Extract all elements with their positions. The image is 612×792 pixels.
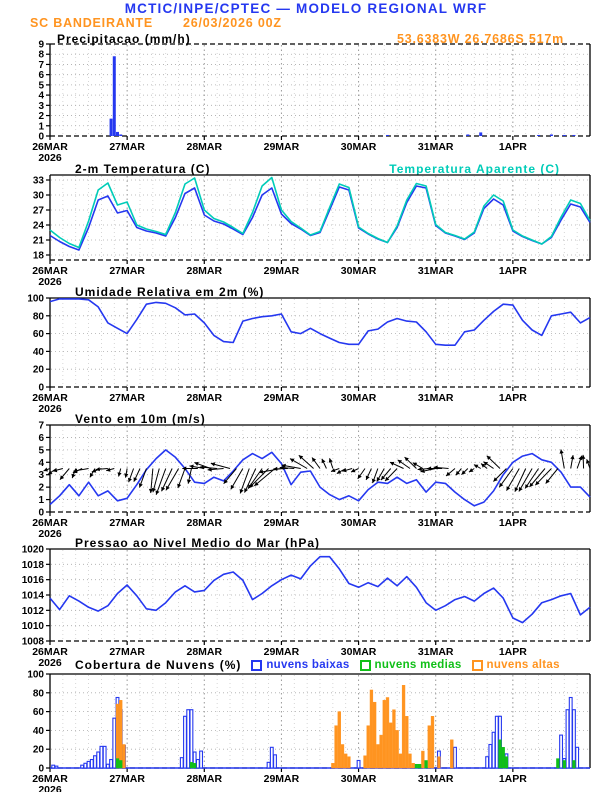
svg-text:30MAR: 30MAR xyxy=(340,517,377,529)
svg-text:26MAR: 26MAR xyxy=(32,646,68,658)
svg-text:7: 7 xyxy=(38,420,44,432)
svg-text:26MAR: 26MAR xyxy=(32,517,68,529)
svg-text:6: 6 xyxy=(38,432,44,444)
svg-text:29MAR: 29MAR xyxy=(263,392,300,404)
svg-text:2026: 2026 xyxy=(38,403,62,415)
svg-text:31MAR: 31MAR xyxy=(417,392,454,404)
svg-text:1008: 1008 xyxy=(21,636,44,648)
page-title: MCTIC/INPE/CPTEC — MODELO REGIONAL WRF xyxy=(124,1,488,16)
svg-text:18: 18 xyxy=(32,250,44,262)
svg-text:29MAR: 29MAR xyxy=(263,517,300,529)
panel-title-wind: Vento em 10m (m/s) xyxy=(75,412,206,426)
init-datetime-label: 26/03/2026 00Z xyxy=(183,16,282,30)
svg-text:31MAR: 31MAR xyxy=(417,141,454,153)
svg-text:30MAR: 30MAR xyxy=(340,646,377,658)
svg-text:3: 3 xyxy=(38,100,44,112)
svg-text:1010: 1010 xyxy=(21,621,44,633)
svg-text:2026: 2026 xyxy=(38,276,62,288)
svg-text:1APR: 1APR xyxy=(498,392,527,404)
svg-text:27MAR: 27MAR xyxy=(109,141,145,153)
legend-apparent-temperature: Temperatura Aparente (C) xyxy=(389,162,560,176)
svg-text:27MAR: 27MAR xyxy=(109,392,145,404)
svg-text:27MAR: 27MAR xyxy=(109,646,145,658)
location-label: 53.6383W 26.7686S 517m xyxy=(396,32,564,46)
svg-text:20: 20 xyxy=(32,744,44,756)
svg-text:27MAR: 27MAR xyxy=(109,265,145,277)
svg-text:27MAR: 27MAR xyxy=(109,517,145,529)
svg-text:28MAR: 28MAR xyxy=(186,265,223,277)
svg-text:28MAR: 28MAR xyxy=(186,773,223,785)
svg-text:80: 80 xyxy=(32,688,44,700)
panel-title-precipitation: Precipitacao (mm/h) xyxy=(57,32,191,46)
svg-text:8: 8 xyxy=(38,49,44,61)
svg-text:6: 6 xyxy=(38,70,44,82)
station-label: SC BANDEIRANTE xyxy=(30,16,154,30)
svg-text:60: 60 xyxy=(32,707,44,719)
panel-title-clouds: Cobertura de Nuvens (%) xyxy=(75,658,242,672)
svg-text:3: 3 xyxy=(38,470,44,482)
svg-text:4: 4 xyxy=(38,90,44,102)
svg-text:29MAR: 29MAR xyxy=(263,646,300,658)
svg-text:28MAR: 28MAR xyxy=(186,141,223,153)
svg-text:2026: 2026 xyxy=(38,528,62,540)
svg-text:40: 40 xyxy=(32,346,44,358)
svg-text:26MAR: 26MAR xyxy=(32,773,68,785)
svg-text:5: 5 xyxy=(38,80,44,92)
svg-text:1APR: 1APR xyxy=(498,141,527,153)
svg-text:1APR: 1APR xyxy=(498,265,527,277)
svg-text:31MAR: 31MAR xyxy=(417,517,454,529)
svg-text:31MAR: 31MAR xyxy=(417,265,454,277)
svg-text:29MAR: 29MAR xyxy=(263,141,300,153)
svg-text:1018: 1018 xyxy=(21,559,44,571)
svg-text:30MAR: 30MAR xyxy=(340,392,377,404)
svg-text:26MAR: 26MAR xyxy=(32,392,68,404)
svg-text:30MAR: 30MAR xyxy=(340,141,377,153)
svg-text:21: 21 xyxy=(32,235,44,247)
svg-text:1: 1 xyxy=(38,495,44,507)
legend-label-high-clouds: nuvens altas xyxy=(486,659,560,671)
svg-text:7: 7 xyxy=(38,59,44,71)
svg-text:28MAR: 28MAR xyxy=(186,392,223,404)
svg-text:1APR: 1APR xyxy=(498,646,527,658)
legend-label-mid-clouds: nuvens medias xyxy=(374,659,462,671)
svg-text:26MAR: 26MAR xyxy=(32,265,68,277)
svg-text:1APR: 1APR xyxy=(498,773,527,785)
svg-text:2026: 2026 xyxy=(38,152,62,164)
svg-text:100: 100 xyxy=(27,669,44,681)
svg-text:2026: 2026 xyxy=(38,657,62,669)
svg-text:60: 60 xyxy=(32,329,44,341)
svg-text:30MAR: 30MAR xyxy=(340,265,377,277)
svg-text:24: 24 xyxy=(32,220,44,232)
svg-text:28MAR: 28MAR xyxy=(186,517,223,529)
svg-text:9: 9 xyxy=(38,39,44,51)
svg-text:2: 2 xyxy=(38,482,44,494)
svg-text:31MAR: 31MAR xyxy=(417,646,454,658)
svg-text:1016: 1016 xyxy=(21,575,44,587)
svg-text:40: 40 xyxy=(32,725,44,737)
svg-text:29MAR: 29MAR xyxy=(263,773,300,785)
svg-text:29MAR: 29MAR xyxy=(263,265,300,277)
svg-text:0: 0 xyxy=(38,382,44,394)
svg-text:0: 0 xyxy=(38,507,44,519)
svg-text:5: 5 xyxy=(38,445,44,457)
svg-text:1: 1 xyxy=(38,121,44,133)
svg-text:80: 80 xyxy=(32,311,44,323)
svg-text:100: 100 xyxy=(27,293,44,305)
svg-text:33: 33 xyxy=(32,175,44,187)
svg-text:2026: 2026 xyxy=(38,784,62,792)
svg-text:0: 0 xyxy=(38,131,44,143)
svg-text:2: 2 xyxy=(38,111,44,123)
svg-text:30: 30 xyxy=(32,190,44,202)
svg-text:30MAR: 30MAR xyxy=(340,773,377,785)
svg-text:4: 4 xyxy=(38,457,44,469)
panel-title-pressure: Pressao ao Nivel Medio do Mar (hPa) xyxy=(75,536,321,550)
svg-text:0: 0 xyxy=(38,763,44,775)
svg-text:26MAR: 26MAR xyxy=(32,141,68,153)
panel-title-humidity: Umidade Relativa em 2m (%) xyxy=(75,285,265,299)
svg-text:1012: 1012 xyxy=(21,605,44,617)
legend-label-low-clouds: nuvens baixas xyxy=(266,659,350,671)
svg-text:28MAR: 28MAR xyxy=(186,646,223,658)
svg-text:1020: 1020 xyxy=(21,544,44,556)
svg-text:27MAR: 27MAR xyxy=(109,773,145,785)
svg-text:1APR: 1APR xyxy=(498,517,527,529)
svg-text:1014: 1014 xyxy=(21,590,44,602)
panel-title-temperature: 2-m Temperatura (C) xyxy=(75,162,211,176)
svg-text:31MAR: 31MAR xyxy=(417,773,454,785)
svg-text:20: 20 xyxy=(32,364,44,376)
svg-text:27: 27 xyxy=(32,205,44,217)
